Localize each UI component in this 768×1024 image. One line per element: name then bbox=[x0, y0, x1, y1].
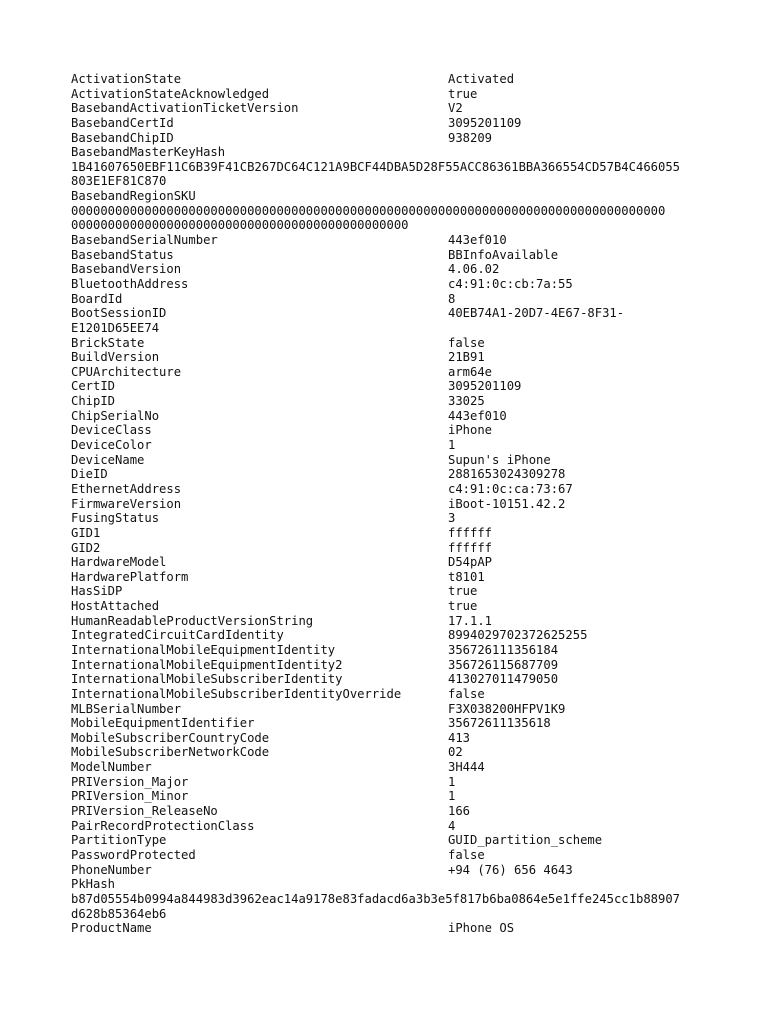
field-value-gid1: ffffff bbox=[448, 525, 493, 540]
field-value-bluetooth-address: c4:91:0c:cb:7a:55 bbox=[448, 276, 573, 291]
field-row-priversion-minor bbox=[71, 789, 711, 804]
field-row-priversion-release-no bbox=[71, 804, 711, 819]
field-row-gid1 bbox=[71, 526, 711, 541]
field-key-die-id: DieID bbox=[71, 467, 108, 482]
field-row-device-color bbox=[71, 438, 711, 453]
field-key-mobile-equipment-identifier: MobileEquipmentIdentifier bbox=[71, 716, 255, 731]
field-row-bluetooth-address bbox=[71, 277, 711, 292]
field-value-international-mobile-equipment-identity2: 356726115687709 bbox=[448, 657, 559, 672]
field-value-build-version: 21B91 bbox=[448, 350, 485, 365]
field-key-gid2: GID2 bbox=[71, 540, 101, 555]
field-value-board-id: 8 bbox=[448, 291, 456, 306]
field-value-baseband-master-key-hash: 1B41607650EBF11C6B39F41CB267DC64C121A9BCF44DBA5D28F55ACC86361BBA366554CD57B4C466055 bbox=[71, 159, 681, 174]
field-value-model-number: 3H444 bbox=[448, 760, 485, 775]
field-key-hardware-platform: HardwarePlatform bbox=[71, 569, 189, 584]
field-row-model-number bbox=[71, 760, 711, 775]
field-row-baseband-cert-id bbox=[71, 116, 711, 131]
field-key-gid1: GID1 bbox=[71, 525, 101, 540]
field-row-baseband-activation-ticket-version bbox=[71, 101, 711, 116]
field-row-international-mobile-subscriber-identity-override bbox=[71, 687, 711, 702]
field-row-gid2 bbox=[71, 541, 711, 556]
field-value-phone-number: +94 (76) 656 4643 bbox=[448, 862, 573, 877]
field-key-activation-state: ActivationState bbox=[71, 72, 182, 86]
field-row-password-protected bbox=[71, 848, 711, 863]
field-row-human-readable-product-version-string bbox=[71, 614, 711, 629]
field-value-baseband-region-sku: 000000000000000000000000000000000000000000000000000000000000000000000000000000000 bbox=[71, 203, 666, 218]
field-value-mobile-subscriber-country-code: 413 bbox=[448, 730, 471, 745]
field-value-international-mobile-subscriber-identity-override: false bbox=[448, 686, 485, 701]
field-key-baseband-serial-number: BasebandSerialNumber bbox=[71, 233, 218, 248]
field-row-activation-state bbox=[71, 72, 711, 87]
field-row-phone-number bbox=[71, 863, 711, 878]
field-key-priversion-minor: PRIVersion_Minor bbox=[71, 789, 189, 804]
field-row-boot-session-id bbox=[71, 306, 711, 321]
field-value-partition-type: GUID_partition_scheme bbox=[448, 833, 603, 848]
field-value-baseband-region-sku: 0000000000000000000000000000000000000000000000 bbox=[71, 218, 409, 233]
field-value-priversion-minor: 1 bbox=[448, 789, 456, 804]
field-row-ethernet-address bbox=[71, 482, 711, 497]
field-key-baseband-activation-ticket-version: BasebandActivationTicketVersion bbox=[71, 101, 299, 116]
field-key-phone-number: PhoneNumber bbox=[71, 862, 152, 877]
field-row-baseband-status bbox=[71, 248, 711, 263]
field-value-device-color: 1 bbox=[448, 438, 456, 453]
field-row-hardware-platform bbox=[71, 570, 711, 585]
field-key-cert-id: CertID bbox=[71, 379, 116, 394]
field-key-mobile-subscriber-country-code: MobileSubscriberCountryCode bbox=[71, 730, 270, 745]
field-row-build-version bbox=[71, 350, 711, 365]
field-row-cpuarchitecture bbox=[71, 365, 711, 380]
field-value-continuation-boot-session-id: E1201D65EE74 bbox=[71, 320, 160, 335]
field-value-integrated-circuit-card-identity: 8994029702372625255 bbox=[448, 628, 588, 643]
field-row-mlbserial-number bbox=[71, 702, 711, 717]
field-row-pair-record-protection-class bbox=[71, 819, 711, 834]
field-value-activation-state: Activated bbox=[448, 72, 515, 86]
field-value-has-si-dp: true bbox=[448, 584, 478, 599]
field-key-model-number: ModelNumber bbox=[71, 760, 152, 775]
field-value-ethernet-address: c4:91:0c:ca:73:67 bbox=[448, 481, 573, 496]
field-row-baseband-chip-id bbox=[71, 131, 711, 146]
field-row-priversion-major bbox=[71, 775, 711, 790]
field-key-baseband-status: BasebandStatus bbox=[71, 247, 174, 262]
field-key-product-name: ProductName bbox=[71, 921, 152, 936]
field-row-chip-serial-no bbox=[71, 409, 711, 424]
field-value-host-attached: true bbox=[448, 599, 478, 614]
field-value-die-id: 2881653024309278 bbox=[448, 467, 566, 482]
field-key-password-protected: PasswordProtected bbox=[71, 847, 196, 862]
field-value-pk-hash: b87d05554b0994a844983d3962eac14a9178e83fadacd6a3b3e5f817b6ba0864e5e1ffe245cc1b88907 bbox=[71, 891, 681, 906]
field-key-ethernet-address: EthernetAddress bbox=[71, 481, 182, 496]
field-row-integrated-circuit-card-identity bbox=[71, 628, 711, 643]
field-key-host-attached: HostAttached bbox=[71, 599, 160, 614]
field-row-cert-id bbox=[71, 379, 711, 394]
field-row-firmware-version bbox=[71, 497, 711, 512]
field-key-fusing-status: FusingStatus bbox=[71, 511, 160, 526]
field-key-mobile-subscriber-network-code: MobileSubscriberNetworkCode bbox=[71, 745, 270, 760]
field-row-chip-id bbox=[71, 394, 711, 409]
field-value-cert-id: 3095201109 bbox=[448, 379, 522, 394]
field-value-password-protected: false bbox=[448, 847, 485, 862]
field-key-brick-state: BrickState bbox=[71, 335, 145, 350]
field-row-mobile-subscriber-country-code bbox=[71, 731, 711, 746]
field-key-pair-record-protection-class: PairRecordProtectionClass bbox=[71, 818, 255, 833]
field-key-international-mobile-subscriber-identity: InternationalMobileSubscriberIdentity bbox=[71, 672, 343, 687]
field-value-priversion-release-no: 166 bbox=[448, 804, 471, 819]
field-key-baseband-chip-id: BasebandChipID bbox=[71, 130, 174, 145]
field-key-partition-type: PartitionType bbox=[71, 833, 167, 848]
field-row-product-name bbox=[71, 921, 711, 936]
field-key-bluetooth-address: BluetoothAddress bbox=[71, 276, 189, 291]
field-value-boot-session-id: 40EB74A1-20D7-4E67-8F31- bbox=[448, 306, 625, 321]
field-key-board-id: BoardId bbox=[71, 291, 123, 306]
field-value-baseband-status: BBInfoAvailable bbox=[448, 247, 559, 262]
field-row-international-mobile-equipment-identity2 bbox=[71, 658, 711, 673]
field-key-activation-state-acknowledged: ActivationStateAcknowledged bbox=[71, 86, 270, 101]
field-row-baseband-serial-number bbox=[71, 233, 711, 248]
field-key-baseband-master-key-hash: BasebandMasterKeyHash bbox=[71, 145, 226, 160]
field-value-firmware-version: iBoot-10151.42.2 bbox=[448, 496, 566, 511]
field-row-mobile-equipment-identifier bbox=[71, 716, 711, 731]
field-row-activation-state-acknowledged bbox=[71, 87, 711, 102]
field-row-hardware-model bbox=[71, 555, 711, 570]
field-key-mlbserial-number: MLBSerialNumber bbox=[71, 701, 182, 716]
field-row-die-id bbox=[71, 467, 711, 482]
field-value-baseband-cert-id: 3095201109 bbox=[448, 115, 522, 130]
field-value-pair-record-protection-class: 4 bbox=[448, 818, 456, 833]
field-key-firmware-version: FirmwareVersion bbox=[71, 496, 182, 511]
field-value-hardware-model: D54pAP bbox=[448, 555, 493, 570]
field-value-device-class: iPhone bbox=[448, 423, 493, 438]
field-key-chip-id: ChipID bbox=[71, 394, 116, 409]
field-value-mobile-equipment-identifier: 35672611135618 bbox=[448, 716, 551, 731]
field-key-international-mobile-equipment-identity2: InternationalMobileEquipmentIdentity2 bbox=[71, 657, 343, 672]
field-value-chip-id: 33025 bbox=[448, 394, 485, 409]
field-value-chip-serial-no: 443ef010 bbox=[448, 408, 507, 423]
field-key-baseband-cert-id: BasebandCertId bbox=[71, 115, 174, 130]
field-key-international-mobile-equipment-identity: InternationalMobileEquipmentIdentity bbox=[71, 642, 336, 657]
field-key-international-mobile-subscriber-identity-override: InternationalMobileSubscriberIdentityOverride bbox=[71, 686, 402, 701]
field-key-hardware-model: HardwareModel bbox=[71, 555, 167, 570]
field-value-gid2: ffffff bbox=[448, 540, 493, 555]
field-value-baseband-chip-id: 938209 bbox=[448, 130, 493, 145]
field-key-priversion-major: PRIVersion_Major bbox=[71, 774, 189, 789]
field-key-build-version: BuildVersion bbox=[71, 350, 160, 365]
field-row-fusing-status bbox=[71, 511, 711, 526]
field-key-device-name: DeviceName bbox=[71, 452, 145, 467]
field-value-brick-state: false bbox=[448, 335, 485, 350]
field-value-priversion-major: 1 bbox=[448, 774, 456, 789]
field-row-international-mobile-subscriber-identity bbox=[71, 672, 711, 687]
field-value-baseband-serial-number: 443ef010 bbox=[448, 233, 507, 248]
field-row-baseband-version bbox=[71, 262, 711, 277]
field-key-priversion-release-no: PRIVersion_ReleaseNo bbox=[71, 804, 218, 819]
field-row-device-name bbox=[71, 453, 711, 468]
field-row-has-si-dp bbox=[71, 584, 711, 599]
field-key-human-readable-product-version-string: HumanReadableProductVersionString bbox=[71, 613, 314, 628]
field-row-partition-type bbox=[71, 833, 711, 848]
field-key-device-class: DeviceClass bbox=[71, 423, 152, 438]
field-row-device-class bbox=[71, 423, 711, 438]
field-value-baseband-activation-ticket-version: V2 bbox=[448, 101, 463, 116]
field-key-integrated-circuit-card-identity: IntegratedCircuitCardIdentity bbox=[71, 628, 284, 643]
field-key-boot-session-id: BootSessionID bbox=[71, 306, 167, 321]
field-value-fusing-status: 3 bbox=[448, 511, 456, 526]
field-row-host-attached bbox=[71, 599, 711, 614]
field-row-board-id bbox=[71, 292, 711, 307]
field-value-device-name: Supun's iPhone bbox=[448, 452, 551, 467]
field-value-baseband-version: 4.06.02 bbox=[448, 262, 500, 277]
field-key-baseband-region-sku: BasebandRegionSKU bbox=[71, 189, 196, 204]
field-key-baseband-version: BasebandVersion bbox=[71, 262, 182, 277]
field-key-device-color: DeviceColor bbox=[71, 438, 152, 453]
field-key-has-si-dp: HasSiDP bbox=[71, 584, 123, 599]
field-value-mobile-subscriber-network-code: 02 bbox=[448, 745, 463, 760]
field-value-mlbserial-number: F3X038200HFPV1K9 bbox=[448, 701, 566, 716]
field-value-international-mobile-subscriber-identity: 413027011479050 bbox=[448, 672, 559, 687]
field-key-cpuarchitecture: CPUArchitecture bbox=[71, 364, 182, 379]
field-row-brick-state bbox=[71, 336, 711, 351]
field-value-product-name: iPhone OS bbox=[448, 921, 515, 936]
field-value-hardware-platform: t8101 bbox=[448, 569, 485, 584]
device-info-listing bbox=[71, 72, 711, 936]
field-row-mobile-subscriber-network-code bbox=[71, 745, 711, 760]
field-value-international-mobile-equipment-identity: 356726111356184 bbox=[448, 642, 559, 657]
field-key-chip-serial-no: ChipSerialNo bbox=[71, 408, 160, 423]
field-row-international-mobile-equipment-identity bbox=[71, 643, 711, 658]
field-value-activation-state-acknowledged: true bbox=[448, 86, 478, 101]
field-key-pk-hash: PkHash bbox=[71, 877, 116, 892]
field-value-pk-hash: d628b85364eb6 bbox=[71, 906, 167, 921]
field-value-baseband-master-key-hash: 803E1EF81C870 bbox=[71, 174, 167, 189]
field-value-cpuarchitecture: arm64e bbox=[448, 364, 493, 379]
field-value-human-readable-product-version-string: 17.1.1 bbox=[448, 613, 493, 628]
